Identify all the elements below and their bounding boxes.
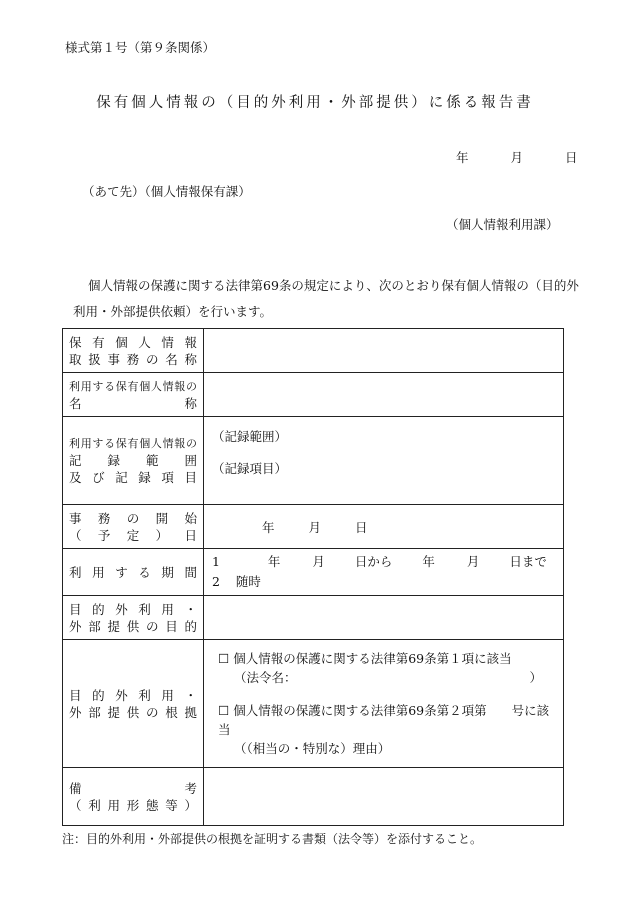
basis-reason[interactable]: （（相当の・特別な）理由）	[234, 741, 391, 756]
label-line: 利用する保有個人情報の	[69, 379, 197, 393]
basis-item-2	[218, 701, 555, 739]
row-legal-basis	[63, 640, 564, 768]
checkbox-icon[interactable]: ☐	[218, 703, 230, 718]
date-line	[456, 148, 581, 166]
start-month-label: 月	[308, 519, 321, 535]
label-usage-period	[63, 549, 204, 596]
checkbox-icon[interactable]: ☐	[218, 651, 230, 666]
label-line: 名称	[69, 395, 197, 411]
option-number: 1	[212, 554, 220, 569]
field-purpose[interactable]	[204, 596, 564, 640]
label-legal-basis	[63, 640, 204, 768]
label-line: 記録範囲	[69, 453, 197, 468]
label-start-date	[63, 505, 204, 549]
row-office-work-name	[63, 329, 564, 373]
field-record-scope[interactable]	[204, 417, 564, 505]
label-line: 備考	[69, 780, 197, 796]
basis-law-name[interactable]	[218, 668, 555, 687]
start-year-label: 年	[261, 519, 275, 535]
basis-item-1-text: 個人情報の保護に関する法律第69条第１項に該当	[233, 651, 512, 666]
label-line: 利用する期間	[69, 564, 197, 580]
field-usage-period[interactable]	[204, 549, 564, 596]
period-from-month: 月	[312, 554, 325, 569]
field-info-name[interactable]	[204, 373, 564, 417]
label-line: （利用形態等）	[69, 797, 197, 813]
period-option-1	[212, 552, 555, 572]
label-line: 保有個人情報	[69, 334, 197, 350]
label-remarks	[63, 768, 204, 826]
period-to-day: 日まで	[509, 554, 547, 569]
field-legal-basis	[204, 640, 564, 768]
row-remarks	[63, 768, 564, 826]
period-to-year: 年	[422, 554, 435, 569]
footnote: 注：目的外利用・外部提供の根拠を証明する書類（法令等）を添付すること。	[62, 832, 483, 846]
record-range-label: （記録範囲）	[212, 429, 288, 444]
option-number: 2	[212, 574, 220, 589]
label-line: 目的外利用・	[69, 687, 197, 703]
label-line: 利用する保有個人情報の	[69, 437, 197, 450]
row-purpose	[63, 596, 564, 640]
field-remarks[interactable]	[204, 768, 564, 826]
label-line: 取扱事務の名称	[69, 351, 197, 367]
law-name-close: ）	[529, 670, 542, 685]
label-line: 外部提供の根拠	[69, 704, 197, 720]
intro-line-2: 利用・外部提供依頼）を行います。	[73, 304, 273, 319]
date-month-label: 月	[510, 150, 523, 165]
period-from-day: 日から	[354, 554, 393, 569]
field-office-work-name[interactable]	[204, 329, 564, 373]
label-line: 及び記録項目	[69, 470, 197, 485]
row-start-date	[63, 505, 564, 549]
row-info-name	[63, 373, 564, 417]
row-record-scope	[63, 417, 564, 505]
label-line: （予定）日	[69, 527, 197, 543]
period-from-year: 年	[267, 554, 281, 569]
record-items-label: （記録項目）	[212, 461, 288, 476]
basis-item-2-text: 個人情報の保護に関する法律第69条第２項第 号に該当	[218, 703, 550, 737]
label-info-name	[63, 373, 204, 417]
form-number: 様式第１号（第９条関係）	[65, 40, 216, 55]
label-office-work-name	[63, 329, 204, 373]
basis-item-1	[218, 649, 555, 668]
addressee: （あて先）（個人情報保有課）	[82, 184, 251, 199]
sender: （個人情報利用課）	[446, 217, 559, 232]
label-line: 外部提供の目的	[69, 618, 197, 634]
start-day-label: 日	[354, 519, 368, 535]
label-line: 事務の開始	[69, 510, 197, 526]
date-day-label: 日	[564, 150, 578, 165]
field-start-date[interactable]	[204, 505, 564, 549]
document-title: 保有個人情報の（目的外利用・外部提供）に係る報告書	[96, 95, 534, 111]
period-to-month: 月	[466, 554, 480, 569]
intro-line-1: 個人情報の保護に関する法律第69条の規定により、次のとおり保有個人情報の（目的外	[88, 278, 579, 293]
label-record-scope	[63, 417, 204, 505]
law-name-open: （法令名：	[234, 670, 297, 685]
date-year-label: 年	[456, 150, 469, 165]
row-usage-period	[63, 549, 564, 596]
label-line: 目的外利用・	[69, 601, 197, 617]
period-anytime: 随時	[235, 574, 261, 589]
label-purpose	[63, 596, 204, 640]
period-option-2	[212, 572, 555, 592]
report-form-table	[62, 328, 564, 826]
